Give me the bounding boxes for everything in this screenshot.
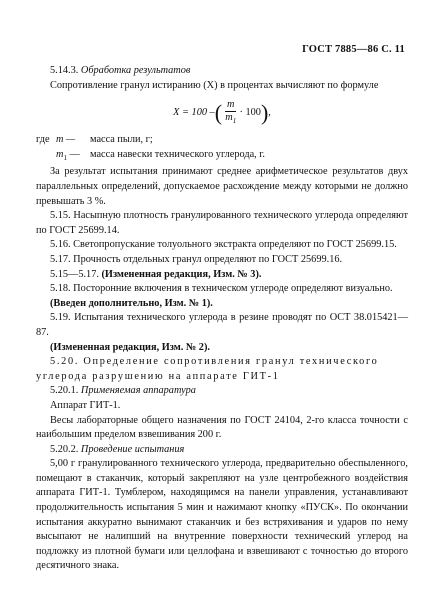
section-5-20-1: 5.20.1. Применяемая аппаратура xyxy=(50,385,196,397)
definition-symbol: m — xyxy=(56,134,76,146)
paragraph-5-19: 5.19. Испытания технического углерода в резине проводят по ОСТ 38.015421—87. xyxy=(36,312,408,338)
section-number: 5.14.3. xyxy=(50,65,79,76)
definition-text: масса навески технического углерода, г. xyxy=(90,148,265,160)
page-header: ГОСТ 7885—86 С. 11 xyxy=(302,44,405,55)
paragraph-5-15-17: 5.15—5.17. (Измененная редакция, Изм. № 3). xyxy=(50,268,262,280)
paragraph-5-15: 5.15. Насыпную плотность гранулированного технического углерода определяют по ГОСТ 25699.14. xyxy=(36,210,408,236)
formula-fraction xyxy=(225,99,236,127)
section-title: Обработка результатов xyxy=(80,65,191,76)
paragraph-5-16: 5.16. Светопропускание толуольного экстракта определяют по ГОСТ 25699.15. xyxy=(50,239,397,251)
section-5-20-2: 5.20.2. Проведение испытания xyxy=(50,443,185,455)
paragraph-apparatus: Аппарат ГИТ-1. xyxy=(50,399,121,411)
definition-row xyxy=(36,133,408,148)
paragraph-intro: Сопротивление гранул истиранию (X) в процентах вычисляют по формуле xyxy=(50,79,379,91)
formula-denominator: $m_1$ xyxy=(225,112,237,126)
formula-numerator: m xyxy=(227,99,235,111)
formula-lhs: X = 100 – xyxy=(173,106,215,118)
definition-symbol: $m_1$ — xyxy=(56,148,80,162)
definition-text: масса пыли, г; xyxy=(90,134,153,146)
definition-lead: где xyxy=(36,134,50,146)
formula-open-paren: ( xyxy=(214,100,223,126)
amendment-note-1: (Введен дополнительно, Изм. № 1). xyxy=(50,297,213,309)
document-body xyxy=(36,64,408,574)
formula-close-paren: ) xyxy=(260,100,269,126)
paragraph-procedure: 5,00 г гранулированного технического углерода, предварительно обеспыленного, помещают в стаканчик, который закрепляют на узле центробежного воздействия аппарата ГИТ-1. Тумблером, находящимся на панели управления, устанавливают продолжительность испытания 5 мин и нажимают кнопку «ПУСК». По окончании испытания аккуратно вынимают стаканчик и без встряхивания и ударов по нему высыпают не налипший на внутренние поверхности технический углерод на подложку из плотной бумаги или целлофана и взвешивают с точностью до второго десятичного знака. xyxy=(36,458,408,572)
paragraph-5-17: 5.17. Прочность отдельных гранул определяют по ГОСТ 25699.16. xyxy=(50,253,343,265)
paragraph-result: За результат испытания принимают среднее арифметическое результатов двух параллельных определений, допускаемое расхождение между которыми не должно превышать 3 %. xyxy=(36,166,408,207)
formula-tail: · 100 xyxy=(239,106,261,118)
formula-end: , xyxy=(268,106,271,118)
formula xyxy=(36,96,408,130)
definition-row xyxy=(36,148,408,166)
paragraph-5-20: 5.20. Определение сопротивления гранул технического углерода разрушению на аппарате ГИТ-1 xyxy=(36,356,379,382)
paragraph-5-18: 5.18. Посторонние включения в техническом углероде определяют визуально. xyxy=(50,283,393,295)
section-5-14-3 xyxy=(36,64,408,79)
amendment-note-2: (Измененная редакция, Изм. № 2). xyxy=(50,341,210,353)
paragraph-scales: Весы лабораторные общего назначения по ГОСТ 24104, 2-го класса точности с наибольшим пределом взвешивания 200 г. xyxy=(36,414,408,441)
